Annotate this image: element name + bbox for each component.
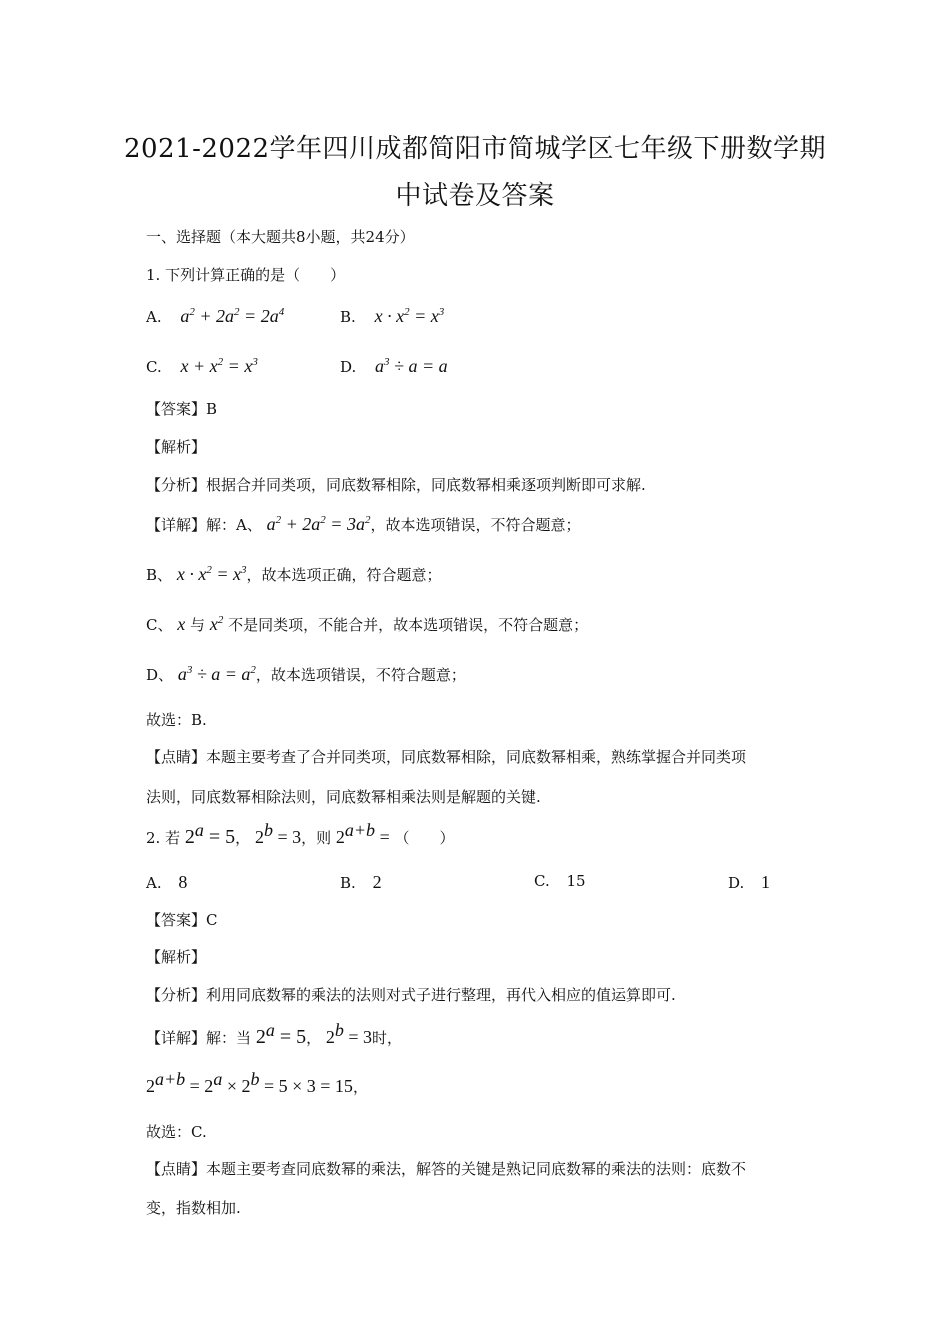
q2-stem-prefix: 2. 若	[146, 829, 181, 847]
q2-stem-formula-1: $2^a = 5$	[184, 820, 236, 848]
q2-answer-tag: 【答案】	[146, 911, 207, 929]
q1-option-d	[340, 356, 448, 377]
q2-xiangjie-tag: 【详解】	[146, 1029, 207, 1047]
q1-xj-a-formula: $a^2 + 2a^2 = 3a^2$	[266, 514, 371, 534]
q1-xj-d-formula: $a^3 \div a = a^2$	[177, 664, 256, 684]
q1-option-a-label: A.	[146, 308, 162, 326]
q1-fenxi-text: 根据合并同类项，同底数幂相除，同底数幂相乘逐项判断即可求解.	[206, 476, 646, 494]
q1-xj-b-suffix: ，故本选项正确，符合题意；	[246, 566, 442, 584]
q2-analysis-tag: 【解析】	[146, 948, 207, 966]
q1-xiangjie-d	[146, 664, 466, 685]
q2-option-b-label: B.	[340, 874, 356, 892]
q1-stem: 1. 下列计算正确的是（ ）	[146, 266, 346, 284]
q1-option-a-formula: $a^2 + 2a^2 = 2a^4$	[180, 306, 285, 326]
q2-xj-eq-suffix: ，	[352, 1078, 368, 1096]
q2-option-d-label: D.	[728, 874, 745, 892]
q2-dianjing-1	[146, 1158, 746, 1179]
q2-answer-value: C	[206, 911, 218, 929]
q2-option-c-value: 15	[566, 872, 586, 890]
q1-option-a	[146, 306, 284, 327]
q2-fenxi-text: 利用同底数幂的乘法的法则对式子进行整理，再代入相应的值运算即可.	[206, 986, 676, 1004]
q1-dianjing-1	[146, 746, 746, 767]
q1-option-d-label: D.	[340, 358, 357, 376]
q1-xj-b-prefix: B、	[146, 566, 173, 584]
q1-xj-d-suffix: ，故本选项错误，不符合题意；	[255, 666, 466, 684]
q2-option-b-value: 2	[372, 872, 382, 892]
q1-xj-c-prefix: C、	[146, 616, 173, 634]
q2-option-a	[146, 872, 187, 893]
document-title-line-1: 2021-2022学年四川成都简阳市简城学区七年级下册数学期	[123, 134, 827, 164]
q1-option-c-formula: $x + x^2 = x^3$	[180, 356, 258, 376]
q1-xj-c-formula-2: $x^2$	[209, 614, 224, 634]
q2-dianjing-text-1: 本题主要考查同底数幂的乘法，解答的关键是熟记同底数幂的乘法的法则：底数不	[206, 1160, 747, 1178]
q2-stem	[146, 820, 455, 849]
q1-answer-value: B	[206, 400, 218, 418]
q2-xj-suffix: 时，	[372, 1029, 403, 1047]
q1-dianjing-tag: 【点睛】	[146, 748, 207, 766]
q2-xiangjie	[146, 1020, 403, 1049]
q2-xiangjie-equation	[146, 1069, 368, 1097]
q2-option-a-value: 8	[178, 872, 188, 892]
q2-xj-equation-formula: $2^{a+b} = 2^a \times 2^b = 5 \times 3 = 15$	[146, 1069, 353, 1096]
q1-option-c	[146, 356, 258, 377]
q2-xj-sep: ，	[306, 1029, 322, 1047]
q1-option-b-formula: $x \cdot x^2 = x^3$	[374, 306, 445, 326]
q2-option-d-value: 1	[761, 872, 771, 892]
q2-fenxi	[146, 984, 676, 1005]
q2-dianjing-tag: 【点睛】	[146, 1160, 207, 1178]
q1-answer-tag: 【答案】	[146, 400, 207, 418]
q2-xj-formula-2: $2^b = 3$	[325, 1020, 373, 1047]
section-heading: 一、选择题（本大题共8小题，共24分）	[146, 228, 415, 246]
q1-xj-a-suffix: ，故本选项错误，不符合题意；	[370, 516, 581, 534]
q1-xj-c-suffix: 不是同类项，不能合并，故本选项错误，不符合题意；	[228, 616, 589, 634]
q1-dianjing-text-1: 本题主要考查了合并同类项，同底数幂相除，同底数幂相乘，熟练掌握合并同类项	[206, 748, 747, 766]
q2-choose: 故选：C.	[146, 1123, 207, 1141]
q1-option-d-formula: $a^3 \div a = a$	[375, 356, 448, 376]
q2-stem-formula-3: $2^{a+b}$ =	[335, 820, 390, 847]
q1-fenxi-tag: 【分析】	[146, 476, 207, 494]
q1-xiangjie-c	[146, 614, 588, 635]
q1-fenxi	[146, 474, 646, 495]
q1-dianjing-2: 法则，同底数幂相除法则，同底数幂相乘法则是解题的关键.	[146, 788, 541, 806]
q2-answer	[146, 909, 218, 930]
q1-xiangjie-tag: 【详解】	[146, 516, 207, 534]
q2-dianjing-2: 变，指数相加.	[146, 1199, 241, 1217]
q2-stem-suffix: （ ）	[394, 829, 455, 847]
q2-option-b	[340, 872, 382, 893]
q2-option-c	[534, 872, 586, 890]
q1-option-c-label: C.	[146, 358, 162, 376]
q1-analysis-tag: 【解析】	[146, 438, 207, 456]
q1-option-b	[340, 306, 444, 327]
q2-xj-prefix: 解：当	[206, 1029, 252, 1047]
q2-stem-mid: ，则	[301, 829, 332, 847]
q2-xj-formula-1: $2^a = 5$	[255, 1020, 307, 1048]
q2-option-a-label: A.	[146, 874, 162, 892]
q1-option-b-label: B.	[340, 308, 356, 326]
q2-stem-sep: ，	[235, 829, 251, 847]
document-title-line-2: 中试卷及答案	[395, 181, 555, 211]
q1-xj-c-mid: 与	[190, 616, 206, 634]
q1-choose: 故选：B.	[146, 711, 207, 729]
q1-answer	[146, 398, 217, 419]
q1-xj-a-prefix: 解：A、	[206, 516, 262, 534]
q2-option-c-label: C.	[534, 872, 550, 890]
q1-xj-b-formula: $x \cdot x^2 = x^3$	[176, 564, 247, 584]
q2-option-d	[728, 872, 770, 893]
q1-xj-c-formula-1: x	[177, 614, 186, 634]
q2-fenxi-tag: 【分析】	[146, 986, 207, 1004]
q2-stem-formula-2: $2^b = 3$	[254, 820, 302, 847]
q1-xj-d-prefix: D、	[146, 666, 174, 684]
q1-xiangjie-a	[146, 514, 580, 535]
q1-xiangjie-b	[146, 564, 441, 585]
